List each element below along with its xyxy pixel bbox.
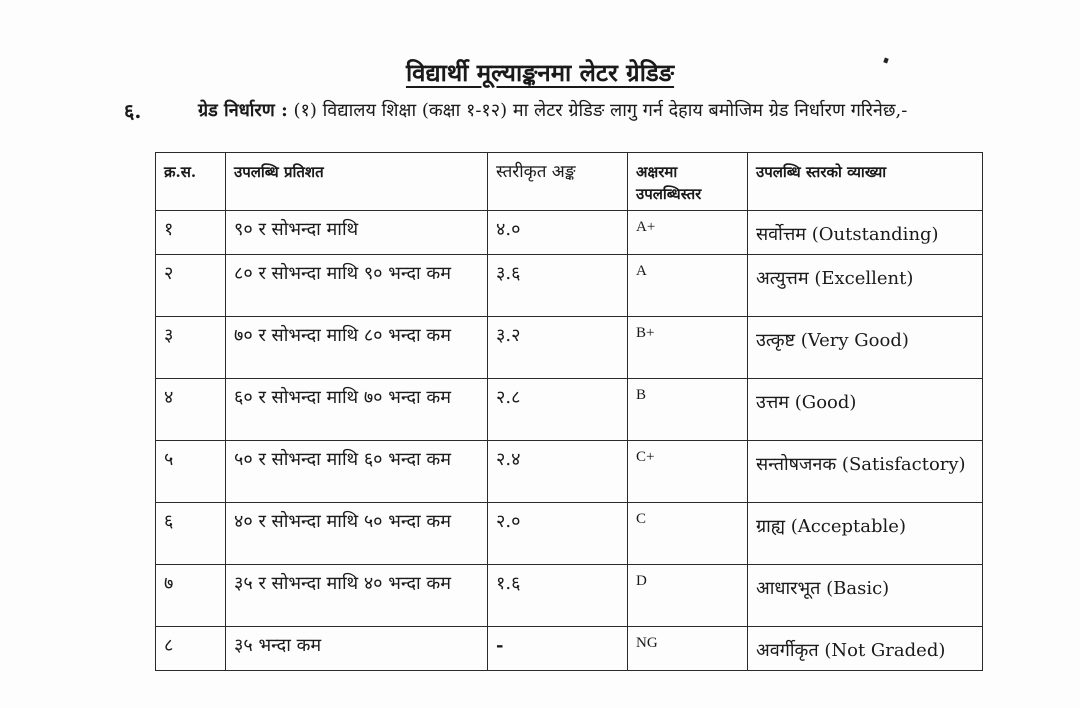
cell-description: अवर्गीकृत (Not Graded): [748, 627, 983, 671]
cell-letter-grade: D: [628, 565, 748, 627]
table-row: [156, 503, 983, 565]
table-header-row: [156, 153, 983, 211]
cell-serial: १: [156, 211, 226, 255]
cell-description: सन्तोषजनक (Satisfactory): [748, 441, 983, 503]
cell-grade-point: ३.२: [488, 317, 628, 379]
cell-grade-point: -: [488, 627, 628, 671]
cell-serial: ५: [156, 441, 226, 503]
cell-percentage: ३५ भन्दा कम: [226, 627, 488, 671]
cell-serial: ६: [156, 503, 226, 565]
cell-percentage: ७० र सोभन्दा माथि ८० भन्दा कम: [226, 317, 488, 379]
table-row: [156, 317, 983, 379]
cell-description: सर्वोत्तम (Outstanding): [748, 211, 983, 255]
cell-letter-grade: B: [628, 379, 748, 441]
table-row: [156, 627, 983, 671]
cell-letter-grade: C+: [628, 441, 748, 503]
header-serial: क्र.स.: [156, 153, 226, 211]
header-grade-point: स्तरीकृत अङ्क: [488, 153, 628, 211]
cell-percentage: ५० र सोभन्दा माथि ६० भन्दा कम: [226, 441, 488, 503]
cell-grade-point: १.६: [488, 565, 628, 627]
cell-description: आधारभूत (Basic): [748, 565, 983, 627]
header-percentage: उपलब्धि प्रतिशत: [226, 153, 488, 211]
cell-letter-grade: A: [628, 255, 748, 317]
section-heading: ग्रेड निर्धारण :: [198, 100, 288, 121]
cell-grade-point: ३.६: [488, 255, 628, 317]
document-title: [0, 56, 1080, 89]
cell-percentage: ६० र सोभन्दा माथि ७० भन्दा कम: [226, 379, 488, 441]
cell-percentage: ३५ र सोभन्दा माथि ४० भन्दा कम: [226, 565, 488, 627]
section-text: (१) विद्यालय शिक्षा (कक्षा १-१२) मा लेटर ग्रेडिङ लागु गर्न देहाय बमोजिम ग्रेड निर्धारण गरिनेछ,-: [293, 100, 908, 121]
table-row: [156, 211, 983, 255]
cell-description: उत्तम (Good): [748, 379, 983, 441]
grading-table: [155, 152, 983, 671]
table-row: [156, 441, 983, 503]
cell-percentage: ८० र सोभन्दा माथि ९० भन्दा कम: [226, 255, 488, 317]
cell-serial: ८: [156, 627, 226, 671]
cell-grade-point: २.४: [488, 441, 628, 503]
header-letter-grade: अक्षरमा उपलब्धिस्तर: [628, 153, 748, 211]
cell-letter-grade: C: [628, 503, 748, 565]
cell-serial: ३: [156, 317, 226, 379]
cell-grade-point: २.८: [488, 379, 628, 441]
cell-grade-point: २.०: [488, 503, 628, 565]
cell-letter-grade: B+: [628, 317, 748, 379]
cell-percentage: ४० र सोभन्दा माथि ५० भन्दा कम: [226, 503, 488, 565]
cell-serial: २: [156, 255, 226, 317]
cell-grade-point: ४.०: [488, 211, 628, 255]
table-row: [156, 379, 983, 441]
section-intro: [198, 98, 998, 124]
cell-description: ग्राह्य (Acceptable): [748, 503, 983, 565]
cell-description: उत्कृष्ट (Very Good): [748, 317, 983, 379]
cell-serial: ७: [156, 565, 226, 627]
cell-description: अत्युत्तम (Excellent): [748, 255, 983, 317]
table-row: [156, 565, 983, 627]
cell-percentage: ९० र सोभन्दा माथि: [226, 211, 488, 255]
section-number: ६.: [124, 99, 142, 123]
document-title-text: विद्यार्थी मूल्याङ्कनमा लेटर ग्रेडिङ: [405, 58, 675, 87]
cell-serial: ४: [156, 379, 226, 441]
header-description: उपलब्धि स्तरको व्याख्या: [748, 153, 983, 211]
cell-letter-grade: NG: [628, 627, 748, 671]
table-row: [156, 255, 983, 317]
cell-letter-grade: A+: [628, 211, 748, 255]
